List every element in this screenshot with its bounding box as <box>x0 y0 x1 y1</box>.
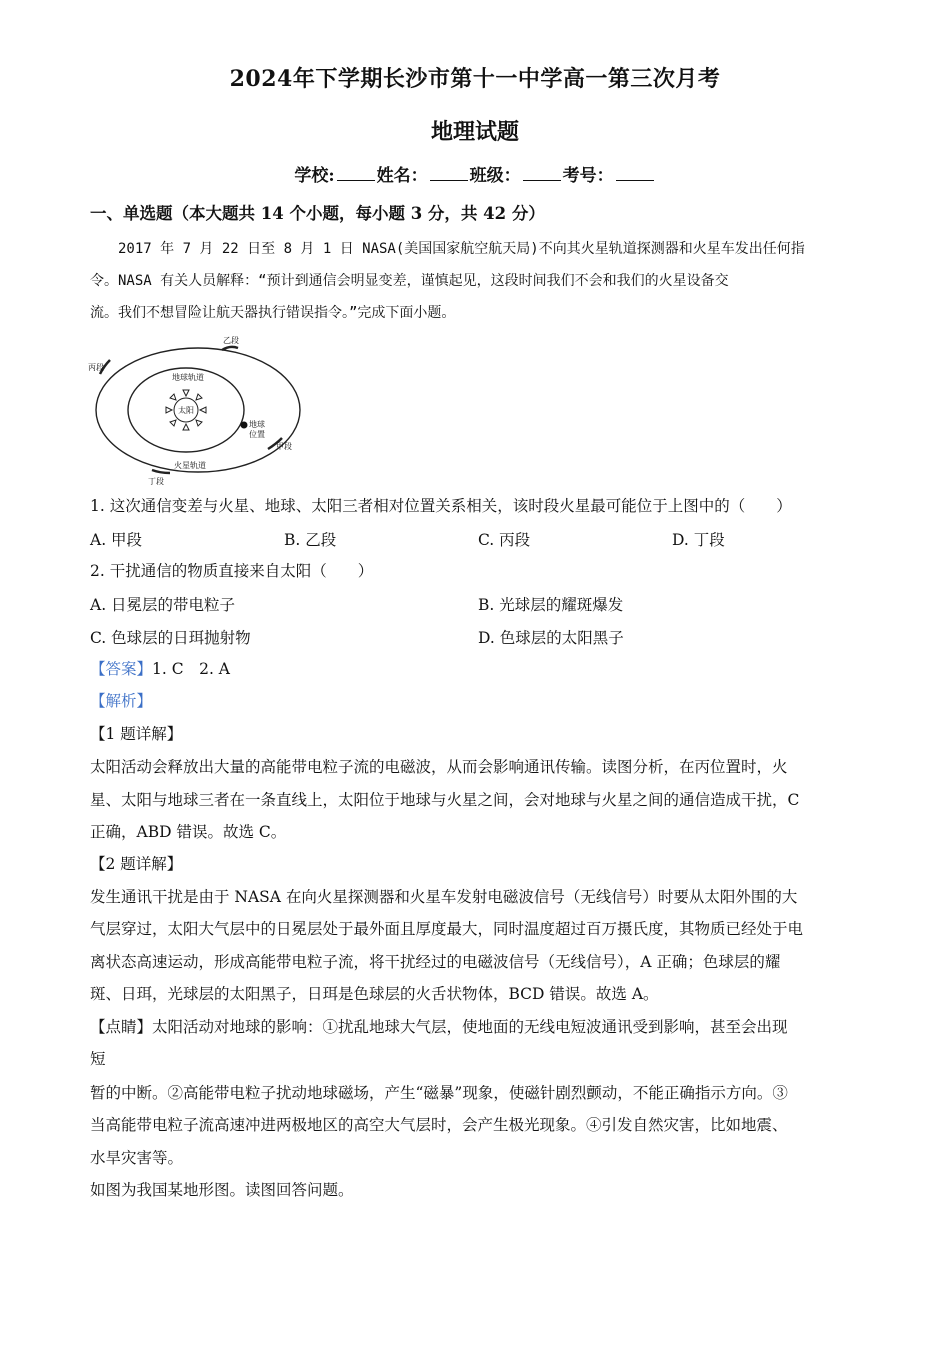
segment-yi-label: 乙段 <box>223 336 239 345</box>
student-info-row <box>0 161 950 186</box>
segment-ding-label: 丁段 <box>148 477 164 486</box>
analysis-label: 【解析】 <box>90 692 153 710</box>
question-2-option-b[interactable]: B. 光球层的耀斑爆发 <box>478 596 624 614</box>
answer-text: 1. C 2. A <box>152 660 231 678</box>
question-2-stem: 2. 干扰通信的物质直接来自太阳（ ） <box>90 562 374 580</box>
class-blank <box>523 166 561 181</box>
class-label: 班级： <box>469 166 521 186</box>
name-label: 姓名： <box>376 166 428 186</box>
number-label: 考号： <box>562 166 614 186</box>
answer-label: 【答案】 <box>90 660 153 678</box>
question-2-option-c[interactable]: C. 色球层的日珥抛射物 <box>90 629 251 647</box>
earth-position-label-1: 地球 <box>249 420 265 429</box>
detail-1-line-3: 正确，ABD 错误。故选 C。 <box>90 823 287 841</box>
answer-line <box>90 653 860 685</box>
segment-yi-mark <box>222 347 238 350</box>
passage-line-2: 令。NASA 有关人员解释：“预计到通信会明显变差，谨慎起见，这段时间我们不会和我们的火星设备交 <box>90 273 729 289</box>
sun-label: 太阳 <box>178 406 194 415</box>
point-line-1: 【点睛】太阳活动对地球的影响：①扰乱地球大气层，使地面的无线电短波通讯受到影响，甚至会出现 <box>90 1018 788 1036</box>
question-1-option-b[interactable]: B. 乙段 <box>284 531 337 549</box>
segment-jia-label: 甲段 <box>276 442 292 451</box>
detail-1-line-2: 星、太阳与地球三者在一条直线上，太阳位于地球与火星之间，会对地球与火星之间的通信造成干扰，C <box>90 791 800 809</box>
question-1-option-c[interactable]: C. 丙段 <box>478 531 531 549</box>
school-label: 学校: <box>294 166 335 186</box>
passage-line-3: 流。我们不想冒险让航天器执行错误指令。”完成下面小题。 <box>90 305 456 321</box>
detail-2-line-3: 离状态高速运动，形成高能带电粒子流，将干扰经过的电磁波信号（无线信号），A 正确；色球层的耀 <box>90 953 781 971</box>
segment-ding-mark <box>152 470 170 473</box>
exam-subject: 地理试题 <box>430 119 519 145</box>
detail-1-line-1: 太阳活动会释放出大量的高能带电粒子流的电磁波，从而会影响通讯传输。读图分析，在丙位置时，火 <box>90 758 788 776</box>
school-blank <box>337 166 375 181</box>
question-2-option-d[interactable]: D. 色球层的太阳黑子 <box>478 629 624 647</box>
question-2-option-a[interactable]: A. 日冕层的带电粒子 <box>90 596 236 614</box>
orbit-diagram <box>86 332 316 488</box>
earth-position-label-2: 位置 <box>249 430 265 439</box>
point-line-5: 水旱灾害等。 <box>90 1149 184 1167</box>
mars-orbit-label: 火星轨道 <box>174 461 206 470</box>
exam-title: 2024年下学期长沙市第十一中学高一第三次月考 <box>229 66 721 92</box>
point-line-4: 当高能带电粒子流高速冲进两极地区的高空大气层时，会产生极光现象。④引发自然灾害，比如地震、 <box>90 1116 788 1134</box>
detail-2-line-4: 斑、日珥，光球层的太阳黑子，日珥是色球层的火舌状物体，BCD 错误。故选 A。 <box>90 985 659 1003</box>
question-1-option-d[interactable]: D. 丁段 <box>672 531 725 549</box>
question-1-stem: 1. 这次通信变差与火星、地球、太阳三者相对位置关系相关，该时段火星最可能位于上图中的（ ） <box>90 497 792 515</box>
section-heading: 一、单选题（本大题共 14 个小题，每小题 3 分，共 42 分） <box>90 204 545 223</box>
passage-line-1: 2017 年 7 月 22 日至 8 月 1 日 NASA(美国国家航空航天局)不向其火星轨道探测器和火星车发出任何指 <box>118 241 805 257</box>
segment-bing-label: 丙段 <box>88 363 104 372</box>
detail-2-line-2: 气层穿过，太阳大气层中的日冕层处于最外面且厚度最大，同时温度超过百万摄氏度，其物质已经处于电 <box>90 920 804 938</box>
detail-1-label: 【1 题详解】 <box>90 725 183 743</box>
detail-2-line-1: 发生通讯干扰是由于 NASA 在向火星探测器和火星车发射电磁波信号（无线信号）时要从太阳外围的大 <box>90 888 798 906</box>
detail-2-label: 【2 题详解】 <box>90 855 183 873</box>
earth-position-dot <box>241 422 248 429</box>
name-blank <box>430 166 468 181</box>
point-line-2: 短 <box>90 1050 106 1068</box>
number-blank <box>616 166 654 181</box>
earth-orbit-label: 地球轨道 <box>172 373 204 382</box>
question-1-option-a[interactable]: A. 甲段 <box>90 531 143 549</box>
next-question-intro: 如图为我国某地形图。读图回答问题。 <box>90 1181 354 1199</box>
point-line-3: 暂的中断。②高能带电粒子扰动地球磁场，产生“磁暴”现象，使磁针剧烈颤动，不能正确指示方向。③ <box>90 1084 788 1102</box>
